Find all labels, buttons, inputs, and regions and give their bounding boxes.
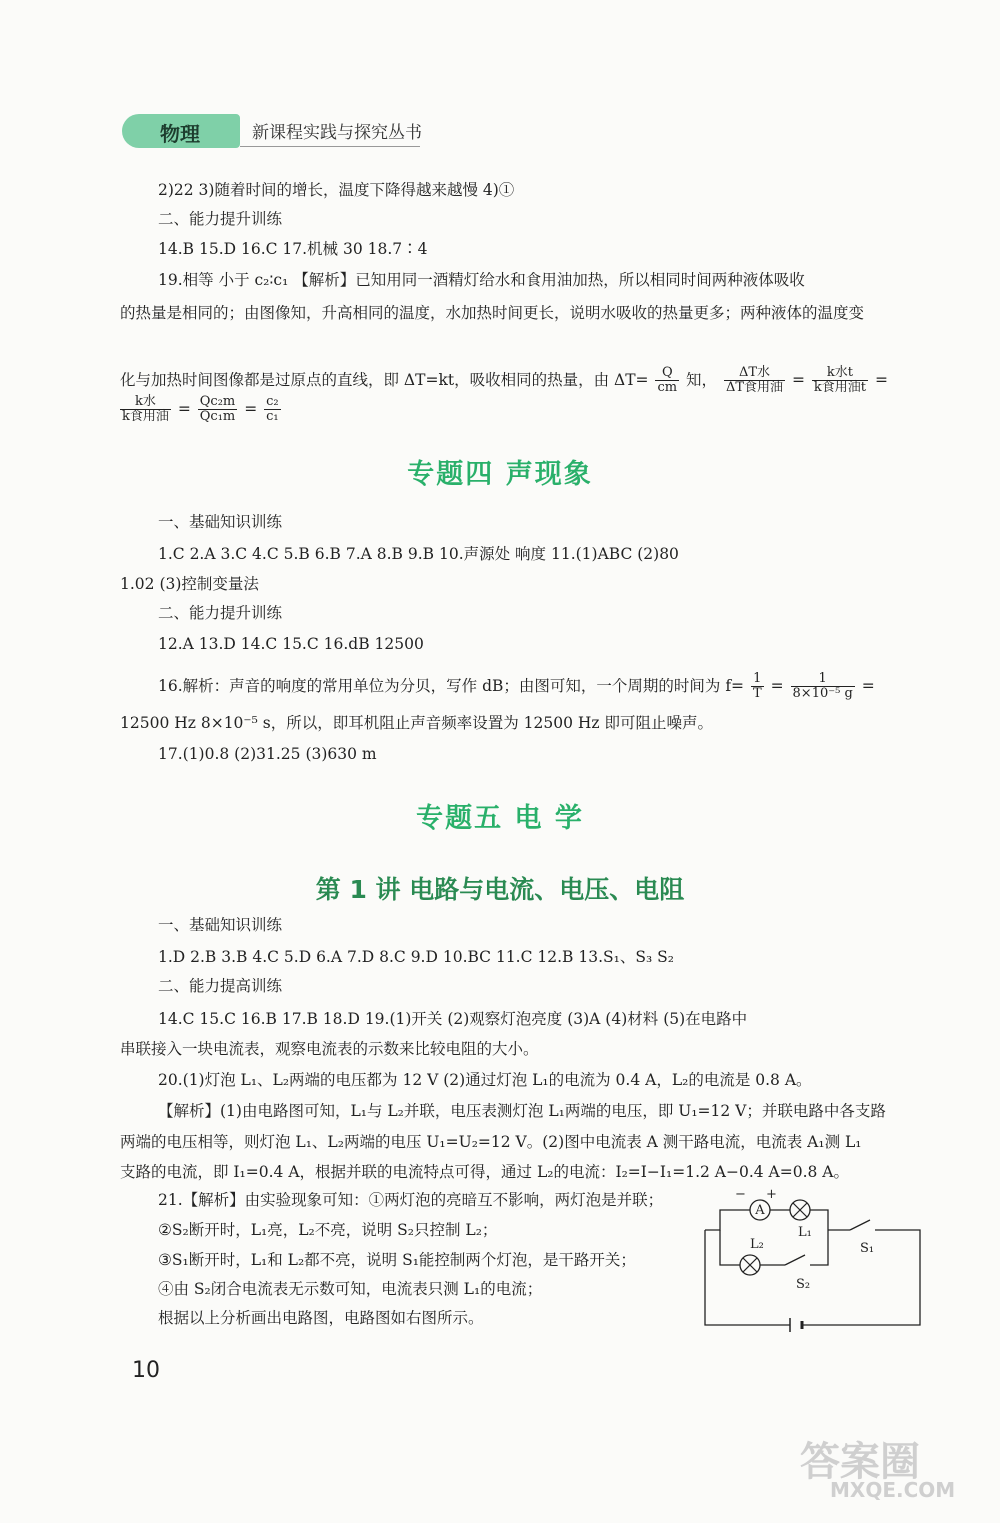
fraction-k: $\frac{\text{k水}}{\text{k食用油}}$ [122, 394, 169, 425]
ammeter-label: A [755, 1203, 765, 1218]
topic5-line-6: 两端的电压相等，则灯泡 L₁、L₂两端的电压 U₁=U₂=12 V。(2)图中电流表 A 测干路电流，电流表 A₁测 L₁ [120, 1133, 862, 1151]
topic4-ability-heading: 二、能力提升训练 [158, 604, 283, 622]
prev-ability-heading: 二、能力提升训练 [158, 210, 283, 228]
label-l1: L₁ [798, 1225, 812, 1240]
prev-line-2: 14.B 15.D 16.C 17.机械 30 18.7∶4 [158, 240, 428, 258]
circuit-diagram [690, 1180, 930, 1340]
series-title: 新课程实践与探究丛书 [252, 123, 422, 143]
topic4-line-1: 1.C 2.A 3.C 4.C 5.B 6.B 7.A 8.B 9.B 10.声源处 响度 11.(1)ABC (2)80 [158, 545, 679, 563]
wire-s2-node [810, 1230, 828, 1265]
topic5-line-4: 20.(1)灯泡 L₁、L₂两端的电压都为 12 V (2)通过灯泡 L₁的电流为 0.4 A，L₂的电流是 0.8 A。 [158, 1071, 812, 1089]
topic5-line-10: ③S₁断开时，L₁和 L₂都不亮，说明 S₁能控制两个灯泡，是干路开关； [158, 1251, 636, 1269]
topic5-line-9: ②S₂断开时，L₁亮，L₂不亮，说明 S₂只控制 L₂； [158, 1221, 498, 1239]
ammeter-minus: − [735, 1187, 746, 1202]
label-l2: L₂ [750, 1237, 764, 1252]
topic5-line-11: ④由 S₂闭合电流表无示数可知，电流表只测 L₁的电流； [158, 1280, 543, 1298]
fraction-delta-t: $\frac{\text{ΔT水}}{\text{ΔT食用油}}$ [725, 365, 784, 396]
topic5-title: 专题五 电 学 [416, 803, 584, 834]
fraction-c: $\frac{\text{c₂}}{\text{c₁}}$ [266, 394, 279, 425]
switch-s1-blade [850, 1220, 870, 1230]
label-s1: S₁ [860, 1241, 875, 1256]
lecture-title: 第 1 讲 电路与电流、电压、电阻 [315, 875, 685, 904]
label-s2: S₂ [796, 1277, 811, 1292]
prev-line-5: 化与加热时间图像都是过原点的直线，即 ΔT=kt，吸收相同的热量，由 ΔT= $\frac{Q}{cm}$ 知， $\frac{\text{ΔT水}}{\text{ΔT食用油}}$ = $\frac{\text{k水t}}{\text{k食用油t}}$ = [120, 365, 888, 396]
topic4-line-6: 17.(1)0.8 (2)31.25 (3)630 m [158, 745, 377, 763]
topic5-basic-heading: 一、基础知识训练 [158, 916, 283, 934]
topic5-line-5: 【解析】(1)由电路图可知，L₁与 L₂并联，电压表测灯泡 L₁两端的电压，即 U₁=12 V；并联电路中各支路 [158, 1102, 886, 1120]
topic4-basic-heading: 一、基础知识训练 [158, 513, 283, 531]
topic4-line-3: 12.A 13.D 14.C 15.C 16.dB 12500 [158, 635, 424, 653]
fraction-period: $\frac{1}{\text{8×10⁻⁵ g}}$ [792, 671, 853, 702]
topic5-line-7: 支路的电流，即 I₁=0.4 A，根据并联的电流特点可得，通过 L₂的电流：I₂=I−I₁=1.2 A−0.4 A=0.8 A。 [120, 1163, 850, 1181]
ammeter-plus: + [766, 1187, 777, 1202]
page-number: 10 [132, 1358, 160, 1383]
topic4-line-4: 16.解析：声音的响度的常用单位为分贝，写作 dB；由图可知，一个周期的时间为 f= $\frac{1}{T}$ = $\frac{1}{\text{8×10⁻⁵ g}}$ = [158, 671, 875, 702]
fraction-q-over-cm: $\frac{Q}{cm}$ [657, 365, 678, 396]
wire-l1-node [810, 1210, 828, 1230]
topic5-line-3: 串联接入一块电流表，观察电流表的示数来比较电阻的大小。 [120, 1040, 539, 1058]
prev-line-4: 的热量是相同的；由图像知，升高相同的温度，水加热时间更长，说明水吸收的热量更多；两种液体的温度变 [120, 304, 865, 322]
fraction-1-over-t: $\frac{1}{T}$ [752, 671, 762, 702]
topic4-line-2: 1.02 (3)控制变量法 [120, 575, 259, 593]
topic4-line-5: 12500 Hz 8×10⁻⁵ s，所以，即耳机阻止声音频率设置为 12500 Hz 即可阻止噪声。 [120, 714, 713, 732]
header-rule [240, 146, 420, 147]
prev-line-3: 19.相等 小于 c₂∶c₁ 【解析】已知用同一酒精灯给水和食用油加热，所以相同时间两种液体吸收 [158, 271, 805, 289]
switch-s2-blade [785, 1255, 805, 1265]
wire-upper-left [705, 1210, 750, 1230]
topic5-ability-heading: 二、能力提高训练 [158, 977, 283, 995]
topic4-title: 专题四 声现象 [407, 459, 593, 490]
wire-lower-left [720, 1230, 740, 1265]
topic5-line-2: 14.C 15.C 16.B 17.B 18.D 19.(1)开关 (2)观察灯泡亮度 (3)A (4)材料 (5)在电路中 [158, 1010, 748, 1028]
fraction-kt: $\frac{\text{k水t}}{\text{k食用油t}}$ [813, 365, 867, 396]
prev-line-6: $\frac{\text{k水}}{\text{k食用油}}$ = $\frac{\text{Qc₂m}}{\text{Qc₁m}}$ = $\frac{\text{c₂}}{\text{c₁}}$ [122, 394, 279, 425]
topic5-line-8: 21.【解析】由实验现象可知：①两灯泡的亮暗互不影响，两灯泡是并联； [158, 1191, 664, 1209]
watermark-url: MXQE.COM [830, 1478, 956, 1502]
subject-label: 物理 [160, 122, 200, 146]
wire-s1-right [875, 1230, 920, 1235]
topic5-line-1: 1.D 2.B 3.B 4.C 5.D 6.A 7.D 8.C 9.D 10.BC 11.C 12.B 13.S₁、S₃ S₂ [158, 948, 674, 966]
watermark-logo: 答案圈 [800, 1439, 920, 1485]
fraction-qcm: $\frac{\text{Qc₂m}}{\text{Qc₁m}}$ [199, 394, 236, 425]
prev-line-1: 2)22 3)随着时间的增长，温度下降得越来越慢 4)① [158, 181, 515, 199]
topic5-line-12: 根据以上分析画出电路图，电路图如右图所示。 [158, 1309, 484, 1327]
wire-bottom-left [705, 1230, 790, 1325]
